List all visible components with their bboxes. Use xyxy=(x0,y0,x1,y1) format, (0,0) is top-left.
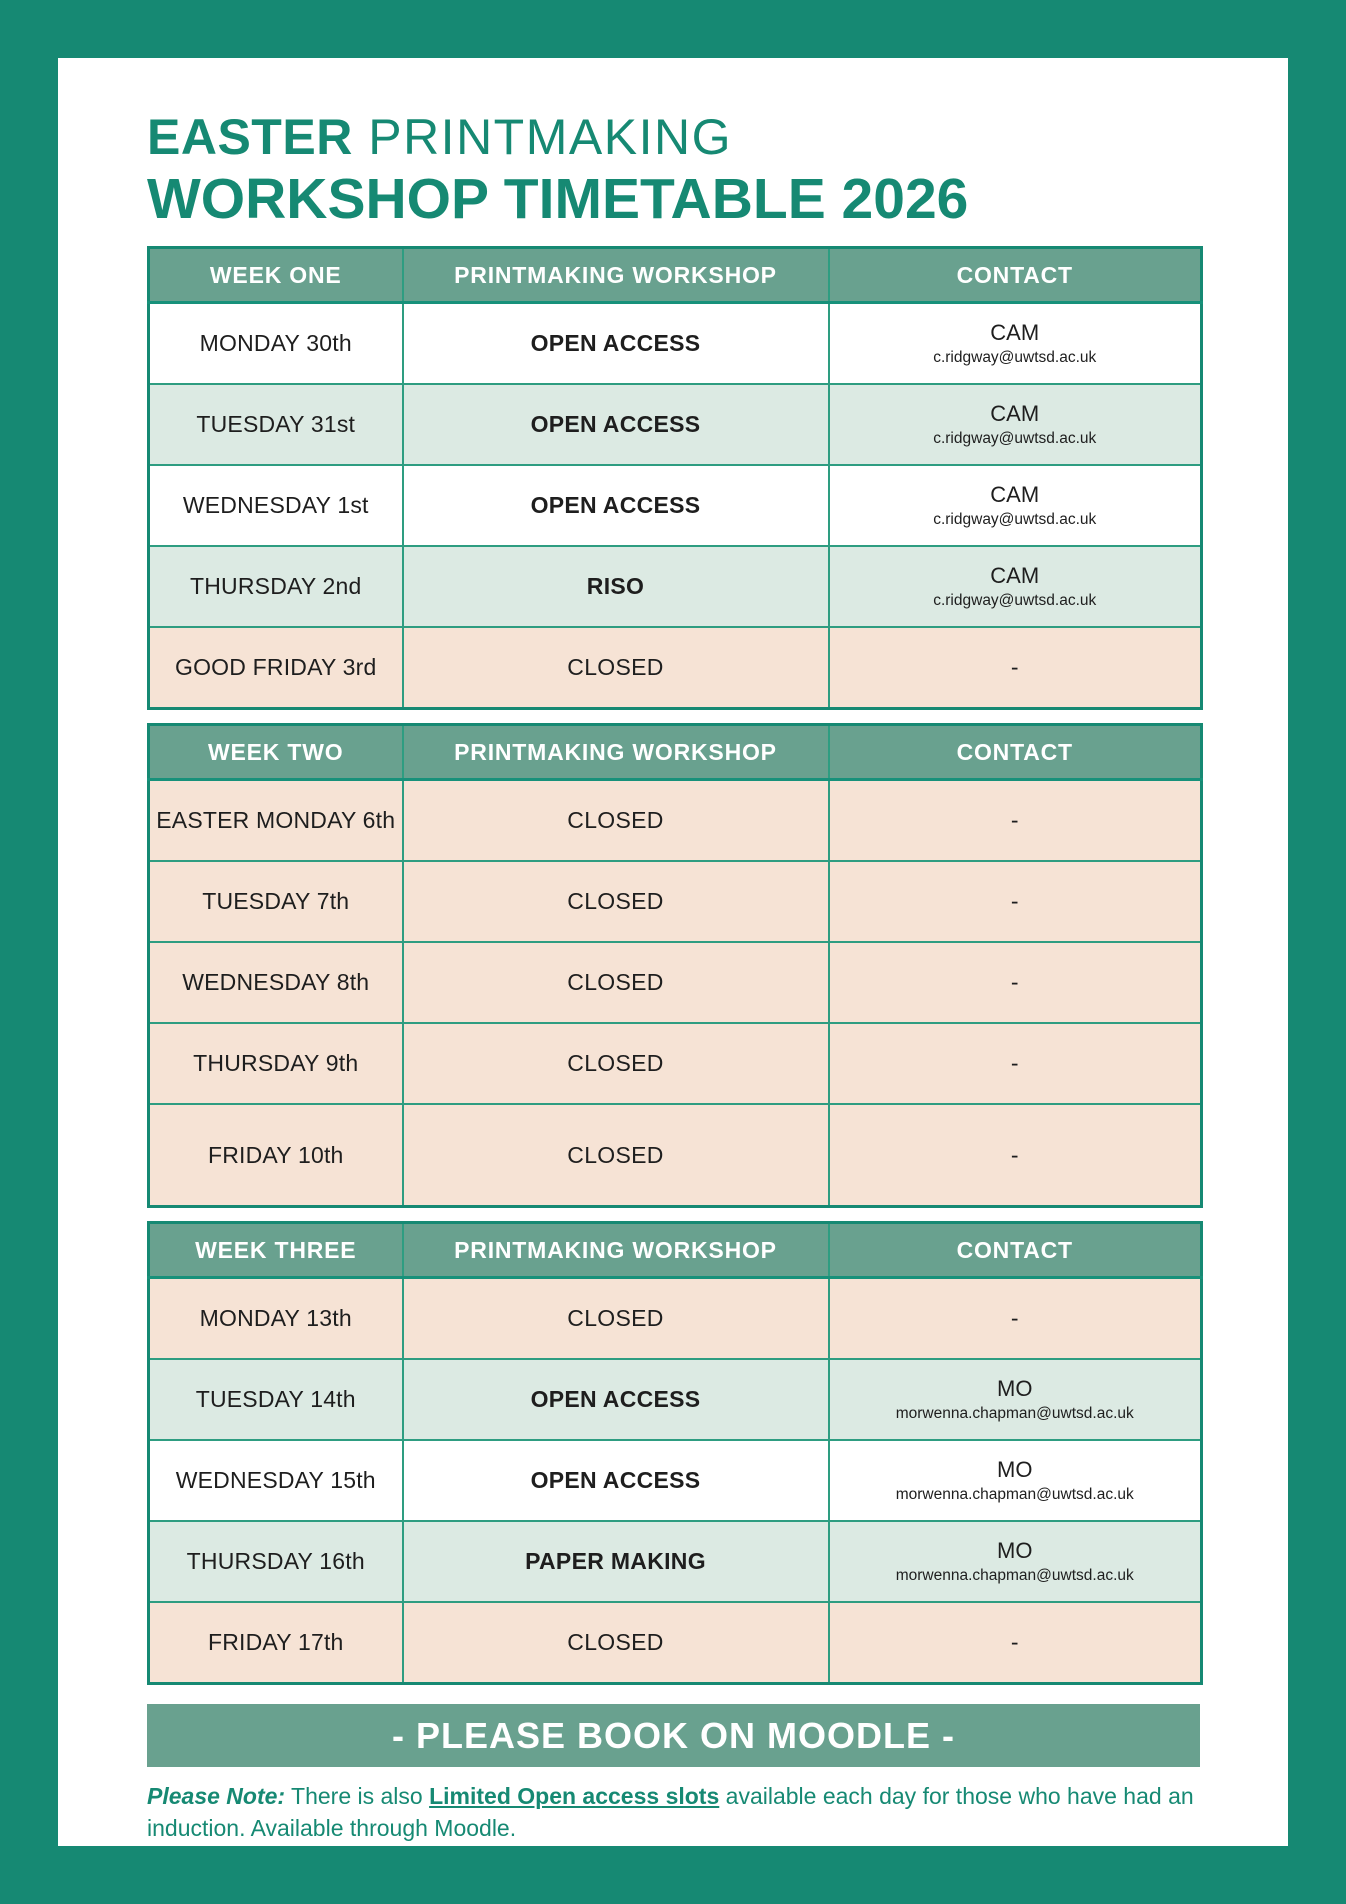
workshop-cell: CLOSED xyxy=(403,861,829,942)
day-cell: MONDAY 30th xyxy=(149,303,403,385)
contact-cell xyxy=(829,465,1202,546)
day-cell: EASTER MONDAY 6th xyxy=(149,780,403,862)
moodle-banner-label: - PLEASE BOOK ON MOODLE - xyxy=(391,1714,955,1756)
workshop-cell: PAPER MAKING xyxy=(403,1521,829,1602)
footnote-emphasis-link: Limited Open access slots xyxy=(429,1783,720,1810)
document-sheet xyxy=(58,58,1288,1846)
timetables xyxy=(147,246,1288,1685)
contact-dash: - xyxy=(829,1602,1202,1684)
day-cell: WEDNESDAY 8th xyxy=(149,942,403,1023)
timetable-week-three xyxy=(147,1221,1203,1685)
header-week: WEEK TWO xyxy=(149,725,403,780)
workshop-cell: CLOSED xyxy=(403,1104,829,1207)
header-row xyxy=(149,725,1202,780)
workshop-cell: CLOSED xyxy=(403,1023,829,1104)
footnote-text-2: available each day for those who have had an induction. Available through Moodle. xyxy=(147,1783,1194,1841)
title-line1-strong: EASTER xyxy=(147,109,353,165)
contact-dash: - xyxy=(829,1278,1202,1360)
contact-name: CAM xyxy=(990,320,1040,346)
workshop-cell: CLOSED xyxy=(403,780,829,862)
day-cell: TUESDAY 7th xyxy=(149,861,403,942)
contact-cell xyxy=(829,1359,1202,1440)
contact-name: CAM xyxy=(990,563,1040,589)
contact-name: MO xyxy=(997,1457,1033,1483)
header-week: WEEK THREE xyxy=(149,1223,403,1278)
contact-dash: - xyxy=(829,1104,1202,1207)
contact-name: CAM xyxy=(990,482,1040,508)
contact-email: morwenna.chapman@uwtsd.ac.uk xyxy=(895,1404,1134,1422)
day-cell: WEDNESDAY 15th xyxy=(149,1440,403,1521)
day-cell: THURSDAY 16th xyxy=(149,1521,403,1602)
header-row xyxy=(149,248,1202,303)
header-workshop: PRINTMAKING WORKSHOP xyxy=(403,248,829,303)
day-cell: FRIDAY 17th xyxy=(149,1602,403,1684)
table-row xyxy=(149,384,1202,465)
footnote-prefix: Please Note: xyxy=(147,1783,286,1810)
header-workshop: PRINTMAKING WORKSHOP xyxy=(403,1223,829,1278)
workshop-cell: OPEN ACCESS xyxy=(403,1359,829,1440)
contact-cell xyxy=(829,546,1202,627)
workshop-cell: RISO xyxy=(403,546,829,627)
table-row xyxy=(149,942,1202,1023)
footnote xyxy=(147,1781,1200,1844)
table-row xyxy=(149,465,1202,546)
contact-email: c.ridgway@uwtsd.ac.uk xyxy=(933,429,1097,447)
table-row xyxy=(149,546,1202,627)
day-cell: THURSDAY 9th xyxy=(149,1023,403,1104)
workshop-cell: CLOSED xyxy=(403,942,829,1023)
contact-cell xyxy=(829,384,1202,465)
contact-dash: - xyxy=(829,942,1202,1023)
timetable-week-one xyxy=(147,246,1203,710)
day-cell: TUESDAY 31st xyxy=(149,384,403,465)
contact-email: morwenna.chapman@uwtsd.ac.uk xyxy=(895,1566,1134,1584)
day-cell: TUESDAY 14th xyxy=(149,1359,403,1440)
header-contact: CONTACT xyxy=(829,248,1202,303)
contact-name: CAM xyxy=(990,401,1040,427)
day-cell: WEDNESDAY 1st xyxy=(149,465,403,546)
workshop-cell: CLOSED xyxy=(403,1278,829,1360)
table-row xyxy=(149,1602,1202,1684)
workshop-cell: CLOSED xyxy=(403,627,829,709)
footnote-text-1: There is also xyxy=(285,1783,430,1810)
contact-email: c.ridgway@uwtsd.ac.uk xyxy=(933,348,1097,366)
workshop-cell: OPEN ACCESS xyxy=(403,1440,829,1521)
header-contact: CONTACT xyxy=(829,1223,1202,1278)
contact-dash: - xyxy=(829,627,1202,709)
workshop-cell: OPEN ACCESS xyxy=(403,303,829,385)
contact-email: c.ridgway@uwtsd.ac.uk xyxy=(933,510,1097,528)
workshop-cell: OPEN ACCESS xyxy=(403,384,829,465)
table-row xyxy=(149,1440,1202,1521)
table-row xyxy=(149,780,1202,862)
header-contact: CONTACT xyxy=(829,725,1202,780)
timetable-week-two xyxy=(147,723,1203,1208)
contact-email: morwenna.chapman@uwtsd.ac.uk xyxy=(895,1485,1134,1503)
title-line2: WORKSHOP TIMETABLE 2026 xyxy=(147,167,969,231)
table-row xyxy=(149,1104,1202,1207)
contact-dash: - xyxy=(829,1023,1202,1104)
title-line1-light: PRINTMAKING xyxy=(368,109,732,165)
day-cell: MONDAY 13th xyxy=(149,1278,403,1360)
contact-dash: - xyxy=(829,861,1202,942)
contact-email: c.ridgway@uwtsd.ac.uk xyxy=(933,591,1097,609)
table-row xyxy=(149,1278,1202,1360)
header-row xyxy=(149,1223,1202,1278)
contact-dash: - xyxy=(829,780,1202,862)
contact-cell xyxy=(829,1521,1202,1602)
day-cell: GOOD FRIDAY 3rd xyxy=(149,627,403,709)
contact-cell xyxy=(829,303,1202,385)
workshop-cell: CLOSED xyxy=(403,1602,829,1684)
contact-cell xyxy=(829,1440,1202,1521)
table-row xyxy=(149,1023,1202,1104)
table-row xyxy=(149,303,1202,385)
day-cell: THURSDAY 2nd xyxy=(149,546,403,627)
header-week: WEEK ONE xyxy=(149,248,403,303)
table-row xyxy=(149,627,1202,709)
page-title xyxy=(147,108,1288,232)
moodle-banner xyxy=(147,1704,1200,1767)
contact-name: MO xyxy=(997,1538,1033,1564)
header-workshop: PRINTMAKING WORKSHOP xyxy=(403,725,829,780)
contact-name: MO xyxy=(997,1376,1033,1402)
table-row xyxy=(149,1359,1202,1440)
table-row xyxy=(149,861,1202,942)
day-cell: FRIDAY 10th xyxy=(149,1104,403,1207)
table-row xyxy=(149,1521,1202,1602)
title-line1 xyxy=(147,108,1288,166)
workshop-cell: OPEN ACCESS xyxy=(403,465,829,546)
